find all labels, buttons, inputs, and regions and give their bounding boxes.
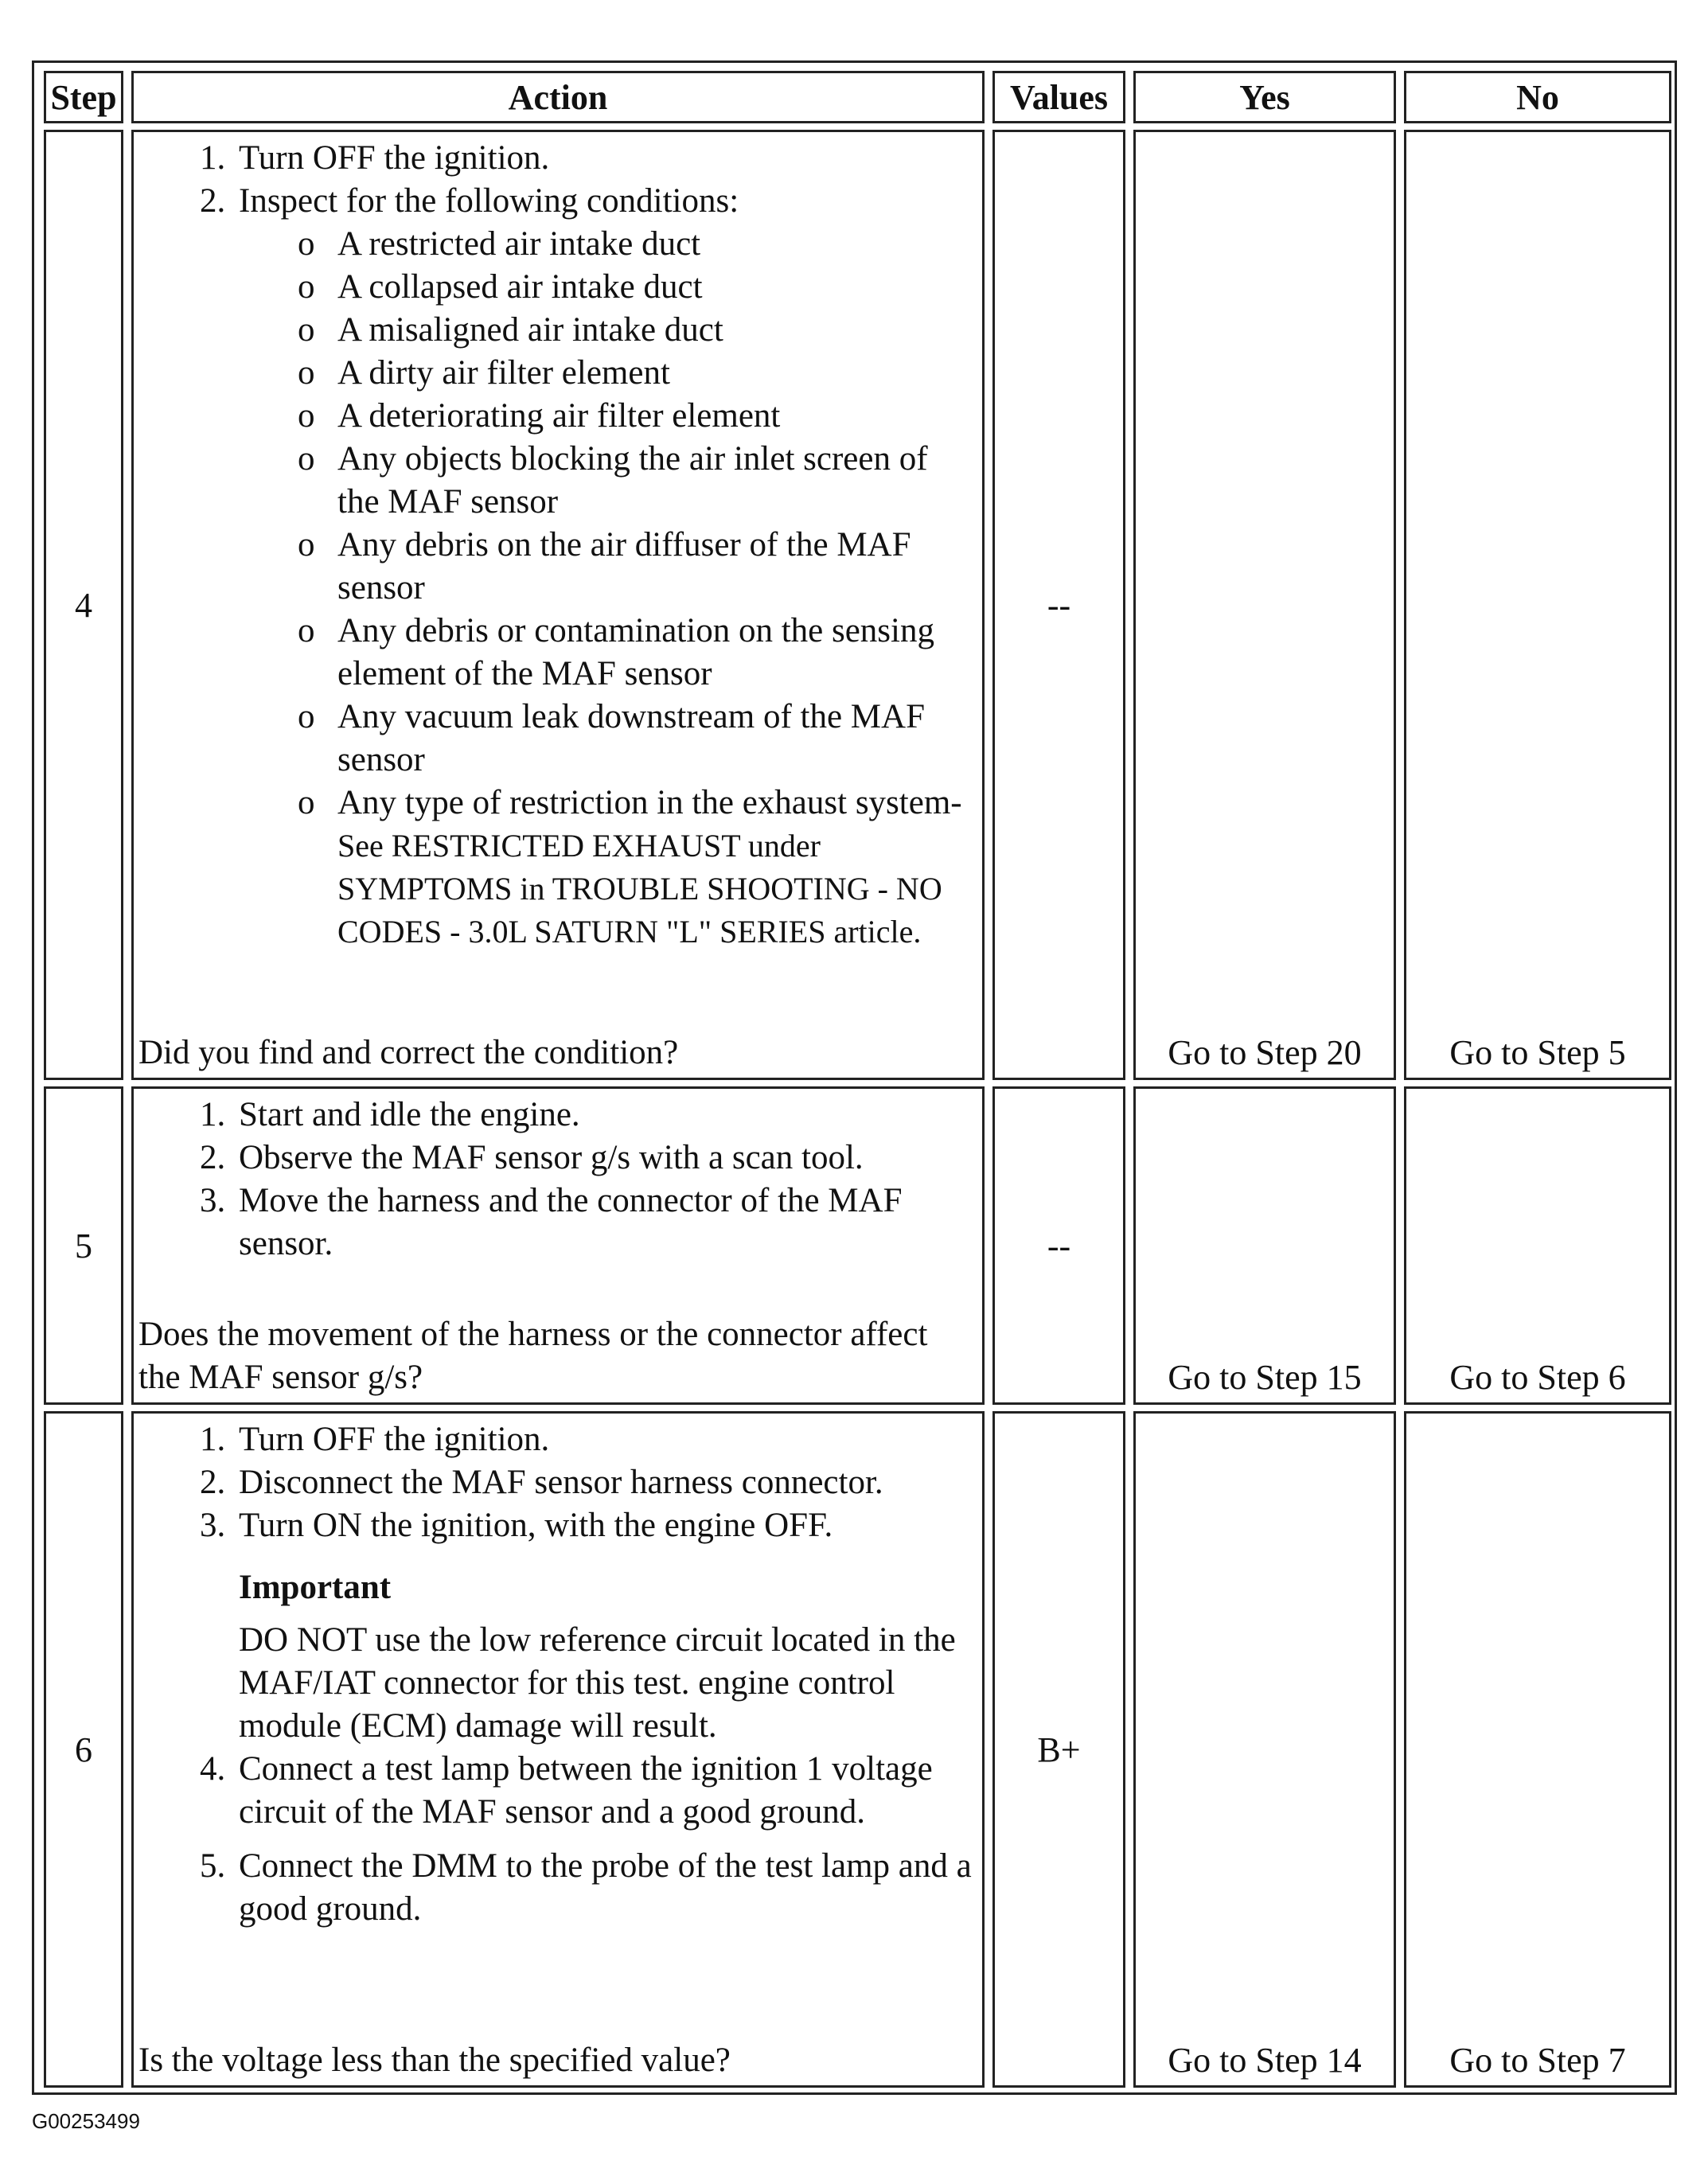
action-step: 1. Turn OFF the ignition. — [234, 1418, 974, 1461]
action-steps — [138, 1094, 974, 1265]
value-cell: -- — [992, 130, 1125, 1080]
action-cell — [131, 130, 985, 1080]
action-question: Is the voltage less than the specified value? — [138, 2042, 731, 2079]
header-step: Step — [44, 71, 123, 123]
condition-item: o Any objects blocking the air inlet screen of the MAF sensor — [337, 438, 974, 524]
no-cell: Go to Step 6 — [1404, 1086, 1671, 1405]
header-values: Values — [992, 71, 1125, 123]
condition-item: o A misaligned air intake duct — [337, 309, 974, 352]
action-steps — [138, 1748, 974, 1931]
action-step: 2. Disconnect the MAF sensor harness connector. — [234, 1461, 974, 1504]
figure-id: G00253499 — [32, 2109, 140, 2133]
condition-item: o Any debris on the air diffuser of the MAF sensor — [337, 524, 974, 610]
action-step: 3. Move the harness and the connector of the MAF sensor. — [234, 1180, 974, 1265]
condition-item: o A dirty air filter element — [337, 352, 974, 395]
yes-cell: Go to Step 14 — [1133, 1411, 1396, 2088]
condition-item: o Any debris or contamination on the sensing element of the MAF sensor — [337, 610, 974, 696]
yes-cell: Go to Step 15 — [1133, 1086, 1396, 1405]
header-action: Action — [131, 71, 985, 123]
condition-item: o A restricted air intake duct — [337, 223, 974, 266]
condition-item: o Any vacuum leak downstream of the MAF sensor — [337, 696, 974, 782]
action-steps — [138, 137, 974, 223]
value-cell: -- — [992, 1086, 1125, 1405]
condition-reference: See RESTRICTED EXHAUST under SYMPTOMS in TROUBLE SHOOTING - NO CODES - 3.0L SATURN "L" SERIES article. — [337, 828, 942, 950]
step-number: 4 — [44, 130, 123, 1080]
action-cell — [131, 1411, 985, 2088]
header-yes: Yes — [1133, 71, 1396, 123]
action-step: 1. Start and idle the engine. — [234, 1094, 974, 1137]
step-number: 6 — [44, 1411, 123, 2088]
important-text: DO NOT use the low reference circuit located in the MAF/IAT connector for this test. engine control module (ECM) damage will result. — [239, 1621, 956, 1745]
action-step: 5. Connect the DMM to the probe of the test lamp and a good ground. — [234, 1845, 974, 1931]
condition-lead: Any type of restriction in the exhaust system- — [337, 784, 962, 821]
important-label: Important — [239, 1569, 392, 1606]
action-step: 3. Turn ON the ignition, with the engine OFF. — [234, 1504, 974, 1547]
no-cell: Go to Step 7 — [1404, 1411, 1671, 2088]
value-cell: B+ — [992, 1411, 1125, 2088]
step-number: 5 — [44, 1086, 123, 1405]
action-cell — [131, 1086, 985, 1405]
action-step: 2. Inspect for the following conditions: — [234, 180, 974, 223]
condition-list — [138, 223, 974, 954]
yes-cell: Go to Step 20 — [1133, 130, 1396, 1080]
header-no: No — [1404, 71, 1671, 123]
condition-item: o A deteriorating air filter element — [337, 395, 974, 438]
diagnostic-table — [32, 60, 1677, 2095]
action-step: 2. Observe the MAF sensor g/s with a scan tool. — [234, 1137, 974, 1180]
action-step: 1. Turn OFF the ignition. — [234, 137, 974, 180]
action-question: Did you find and correct the condition? — [138, 1034, 679, 1071]
action-steps — [138, 1418, 974, 1547]
condition-item — [337, 782, 974, 954]
no-cell: Go to Step 5 — [1404, 130, 1671, 1080]
condition-item: o A collapsed air intake duct — [337, 266, 974, 309]
action-step: 4. Connect a test lamp between the ignition 1 voltage circuit of the MAF sensor and a good ground. — [234, 1748, 974, 1834]
action-question: Does the movement of the harness or the connector affect the MAF sensor g/s? — [138, 1316, 928, 1396]
important-note — [138, 1566, 974, 1748]
